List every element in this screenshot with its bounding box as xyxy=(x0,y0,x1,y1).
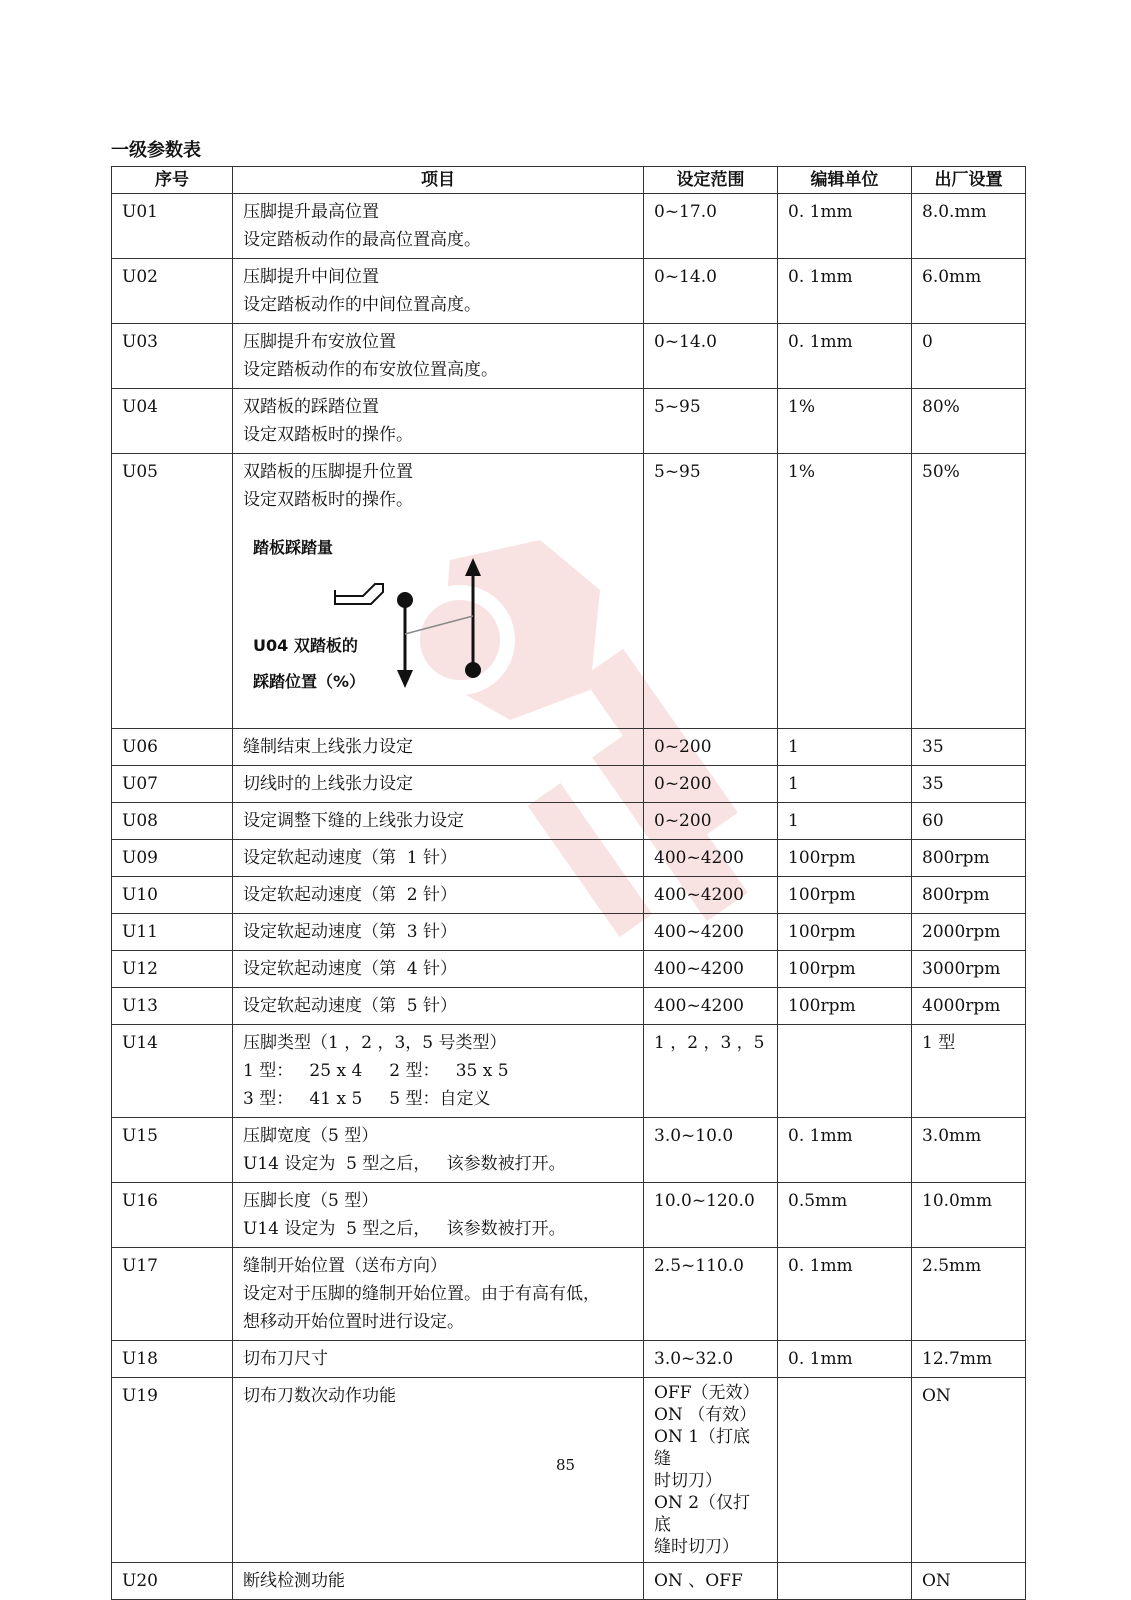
table-row xyxy=(112,259,1026,324)
range-line: OFF（无效） xyxy=(654,1383,760,1403)
param-code: U12 xyxy=(112,951,233,988)
param-code: U06 xyxy=(112,729,233,766)
description-line: 设定软起动速度（第 1 针） xyxy=(243,848,458,868)
param-code: U01 xyxy=(112,194,233,259)
range-line: 3.0~10.0 xyxy=(654,1126,734,1146)
param-description xyxy=(233,1563,644,1600)
range-line: 10.0~120.0 xyxy=(654,1191,755,1211)
param-default: 35 xyxy=(912,766,1026,803)
param-default: 3.0mm xyxy=(912,1118,1026,1183)
param-default: 8.0.mm xyxy=(912,194,1026,259)
param-range xyxy=(644,840,778,877)
param-default: 1 型 xyxy=(912,1025,1026,1118)
description-line: 压脚提升布安放位置 xyxy=(243,332,396,352)
param-default: 2000rpm xyxy=(912,914,1026,951)
table-row xyxy=(112,1563,1026,1600)
param-unit: 0. 1mm xyxy=(778,324,912,389)
table-row xyxy=(112,766,1026,803)
param-default: ON xyxy=(912,1378,1026,1563)
param-unit: 0. 1mm xyxy=(778,1248,912,1341)
param-range xyxy=(644,259,778,324)
param-default: 12.7mm xyxy=(912,1341,1026,1378)
description-line: 压脚长度（5 型） xyxy=(243,1191,379,1211)
table-row xyxy=(112,1248,1026,1341)
table-row xyxy=(112,988,1026,1025)
table-header-row xyxy=(112,167,1026,194)
param-default: 10.0mm xyxy=(912,1183,1026,1248)
description-line: 设定软起动速度（第 2 针） xyxy=(243,885,458,905)
param-range xyxy=(644,729,778,766)
table-row xyxy=(112,1183,1026,1248)
param-range xyxy=(644,1248,778,1341)
param-description xyxy=(233,914,644,951)
param-unit: 100rpm xyxy=(778,914,912,951)
description-line: 双踏板的压脚提升位置 xyxy=(243,462,413,482)
param-range xyxy=(644,951,778,988)
diagram-label-bottom-2: 踩踏位置（%） xyxy=(253,672,366,691)
table-row xyxy=(112,803,1026,840)
header-range: 设定范围 xyxy=(644,167,778,194)
pedal-diagram xyxy=(243,524,543,724)
range-line: 5~95 xyxy=(654,397,701,417)
description-line: 设定软起动速度（第 4 针） xyxy=(243,959,458,979)
param-code: U02 xyxy=(112,259,233,324)
description-line: 断线检测功能 xyxy=(243,1571,345,1591)
range-line: 时切刀） xyxy=(654,1471,722,1491)
param-default: 800rpm xyxy=(912,840,1026,877)
description-line: 设定对于压脚的缝制开始位置。由于有高有低， xyxy=(243,1284,600,1304)
header-no: 序号 xyxy=(112,167,233,194)
table-row xyxy=(112,389,1026,454)
param-unit: 0. 1mm xyxy=(778,259,912,324)
range-line: 缝时切刀） xyxy=(654,1537,739,1557)
param-code: U17 xyxy=(112,1248,233,1341)
connector-line xyxy=(405,616,473,634)
range-line: 400~4200 xyxy=(654,959,744,979)
param-range xyxy=(644,1118,778,1183)
table-row xyxy=(112,840,1026,877)
description-line: 压脚宽度（5 型） xyxy=(243,1126,379,1146)
table-row xyxy=(112,324,1026,389)
table-row xyxy=(112,951,1026,988)
range-line: 2.5~110.0 xyxy=(654,1256,744,1276)
range-line: 0~17.0 xyxy=(654,202,717,222)
description-line: 1 型： 25 x 4 2 型： 35 x 5 xyxy=(243,1061,509,1081)
pedal-icon xyxy=(335,584,383,604)
param-range xyxy=(644,803,778,840)
diagram-label-bottom-1: U04 双踏板的 xyxy=(253,636,358,655)
range-line: 1 ，2 ，3 ，5 xyxy=(654,1033,765,1053)
range-line: 0~200 xyxy=(654,737,712,757)
param-code: U18 xyxy=(112,1341,233,1378)
up-arrow-head xyxy=(465,558,481,576)
param-range xyxy=(644,1183,778,1248)
param-range xyxy=(644,914,778,951)
param-code: U08 xyxy=(112,803,233,840)
diagram-label-top: 踏板踩踏量 xyxy=(253,538,334,557)
param-description xyxy=(233,988,644,1025)
range-line: ON （有效） xyxy=(654,1405,757,1425)
range-line: 0~14.0 xyxy=(654,332,717,352)
param-default: 50% xyxy=(912,454,1026,729)
range-line: 400~4200 xyxy=(654,922,744,942)
param-description xyxy=(233,729,644,766)
param-range xyxy=(644,454,778,729)
description-line: 切布刀尺寸 xyxy=(243,1349,328,1369)
param-code: U15 xyxy=(112,1118,233,1183)
description-line: 切线时的上线张力设定 xyxy=(243,774,413,794)
param-default: 35 xyxy=(912,729,1026,766)
table-row xyxy=(112,877,1026,914)
description-line: 设定双踏板时的操作。 xyxy=(243,490,413,510)
description-line: 缝制开始位置（送布方向） xyxy=(243,1256,447,1276)
param-description xyxy=(233,840,644,877)
param-description xyxy=(233,766,644,803)
param-range xyxy=(644,1025,778,1118)
description-line: 设定双踏板时的操作。 xyxy=(243,425,413,445)
param-unit: 1 xyxy=(778,729,912,766)
param-unit: 100rpm xyxy=(778,877,912,914)
header-unit: 编辑单位 xyxy=(778,167,912,194)
param-unit: 100rpm xyxy=(778,951,912,988)
param-unit: 0. 1mm xyxy=(778,194,912,259)
param-description xyxy=(233,877,644,914)
param-range xyxy=(644,988,778,1025)
param-code: U07 xyxy=(112,766,233,803)
range-line: 3.0~32.0 xyxy=(654,1349,734,1369)
description-line: 设定调整下缝的上线张力设定 xyxy=(243,811,464,831)
param-range xyxy=(644,324,778,389)
param-default: 800rpm xyxy=(912,877,1026,914)
param-default: 60 xyxy=(912,803,1026,840)
param-code: U11 xyxy=(112,914,233,951)
lift-position-dot xyxy=(465,662,481,678)
param-default: 2.5mm xyxy=(912,1248,1026,1341)
param-description xyxy=(233,1025,644,1118)
param-unit: 0.5mm xyxy=(778,1183,912,1248)
param-default: 3000rpm xyxy=(912,951,1026,988)
range-line: ON 2（仅打底 xyxy=(654,1493,751,1535)
param-code: U16 xyxy=(112,1183,233,1248)
param-code: U20 xyxy=(112,1563,233,1600)
param-range xyxy=(644,1563,778,1600)
param-code: U09 xyxy=(112,840,233,877)
param-unit xyxy=(778,1563,912,1600)
param-default: 0 xyxy=(912,324,1026,389)
parameter-table xyxy=(111,166,1026,1600)
param-unit: 100rpm xyxy=(778,840,912,877)
param-description xyxy=(233,454,644,729)
description-line: 设定踏板动作的布安放位置高度。 xyxy=(243,360,498,380)
table-row xyxy=(112,1025,1026,1118)
range-line: 0~200 xyxy=(654,774,712,794)
param-description xyxy=(233,259,644,324)
description-line: 3 型： 41 x 5 5 型：自定义 xyxy=(243,1089,491,1109)
table-row xyxy=(112,194,1026,259)
description-line: 压脚类型（1 ，2 ，3，5 号类型） xyxy=(243,1033,507,1053)
description-line: U14 设定为 5 型之后， 该参数被打开。 xyxy=(243,1219,566,1239)
param-code: U05 xyxy=(112,454,233,729)
table-row xyxy=(112,1341,1026,1378)
param-default: 4000rpm xyxy=(912,988,1026,1025)
param-code: U19 xyxy=(112,1378,233,1563)
param-description xyxy=(233,803,644,840)
param-unit: 1 xyxy=(778,803,912,840)
param-range xyxy=(644,389,778,454)
description-line: 设定踏板动作的最高位置高度。 xyxy=(243,230,481,250)
description-line: 压脚提升最高位置 xyxy=(243,202,379,222)
table-row xyxy=(112,729,1026,766)
param-code: U04 xyxy=(112,389,233,454)
param-unit: 0. 1mm xyxy=(778,1118,912,1183)
param-code: U13 xyxy=(112,988,233,1025)
table-row xyxy=(112,1118,1026,1183)
range-line: ON 1（打底缝 xyxy=(654,1427,751,1469)
param-unit: 1% xyxy=(778,389,912,454)
description-line: 设定踏板动作的中间位置高度。 xyxy=(243,295,481,315)
param-description xyxy=(233,324,644,389)
range-line: 5~95 xyxy=(654,462,701,482)
param-code: U10 xyxy=(112,877,233,914)
range-line: 400~4200 xyxy=(654,885,744,905)
param-unit: 0. 1mm xyxy=(778,1341,912,1378)
param-unit xyxy=(778,1025,912,1118)
param-range xyxy=(644,877,778,914)
param-range xyxy=(644,766,778,803)
param-unit: 100rpm xyxy=(778,988,912,1025)
param-default: 6.0mm xyxy=(912,259,1026,324)
param-code: U14 xyxy=(112,1025,233,1118)
range-line: 0~200 xyxy=(654,811,712,831)
range-line: 400~4200 xyxy=(654,848,744,868)
range-line: 0~14.0 xyxy=(654,267,717,287)
range-line: ON 、OFF xyxy=(654,1571,743,1591)
param-code: U03 xyxy=(112,324,233,389)
table-row xyxy=(112,914,1026,951)
table-row xyxy=(112,454,1026,729)
param-range xyxy=(644,194,778,259)
description-line: 设定软起动速度（第 3 针） xyxy=(243,922,458,942)
page-number: 85 xyxy=(555,1456,576,1474)
description-line: 压脚提升中间位置 xyxy=(243,267,379,287)
param-description xyxy=(233,951,644,988)
param-description xyxy=(233,1341,644,1378)
param-description xyxy=(233,389,644,454)
header-default: 出厂设置 xyxy=(912,167,1026,194)
param-description xyxy=(233,1248,644,1341)
range-line: 400~4200 xyxy=(654,996,744,1016)
param-unit: 1 xyxy=(778,766,912,803)
description-line: 双踏板的踩踏位置 xyxy=(243,397,379,417)
description-line: 设定软起动速度（第 5 针） xyxy=(243,996,458,1016)
description-line: 想移动开始位置时进行设定。 xyxy=(243,1312,464,1332)
down-arrow-head xyxy=(397,670,413,688)
param-description xyxy=(233,1118,644,1183)
param-description xyxy=(233,194,644,259)
param-default: ON xyxy=(912,1563,1026,1600)
param-range xyxy=(644,1341,778,1378)
param-default: 80% xyxy=(912,389,1026,454)
param-description xyxy=(233,1183,644,1248)
description-line: 切布刀数次动作功能 xyxy=(243,1386,396,1406)
description-line: U14 设定为 5 型之后， 该参数被打开。 xyxy=(243,1154,566,1174)
param-unit: 1% xyxy=(778,454,912,729)
pedal-position-dot xyxy=(397,592,413,608)
table-title: 一级参数表 xyxy=(111,140,201,161)
description-line: 缝制结束上线张力设定 xyxy=(243,737,413,757)
header-item: 项目 xyxy=(233,167,644,194)
